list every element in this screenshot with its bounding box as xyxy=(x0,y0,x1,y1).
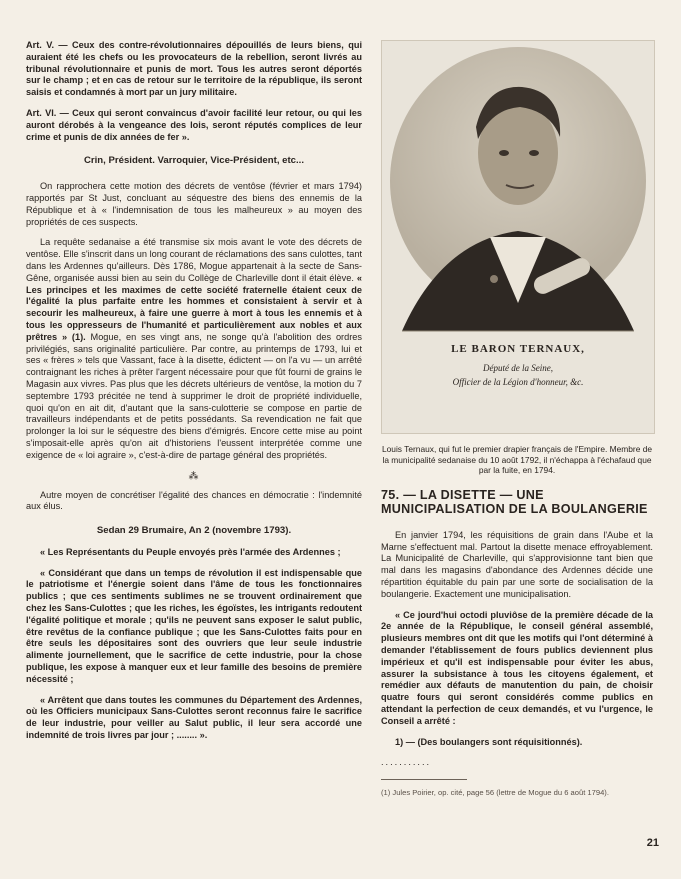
quote-considerant: « Considérant que dans un temps de révolution il est indispensable que le patriotisme et l'énergie soient dans l'âme de tous les fonctionnaires publics ; que ces sentiments sublimes ne se trouvent ordinairement que chez les Sans-Culottes ; que les riches, les égoïstes, les intrigants redoutent l'égalité politique et morale ; qu'ils ne peuvent sans exposer le salut public, être revêtus de la confiance publique ; que les Sans-Culottes faits pour en être seuls les dépositaires sont des ouvriers que leur seule industrie alimente journellement, que le sacrifice de cette industrie, pour la chose publique, les expose à manquer eux et leur famille des besoins de première nécessité ; xyxy=(26,567,362,684)
paragraph-indemnite: Autre moyen de concrétiser l'égalité des chances en démocratie : l'indemnité aux élus. xyxy=(26,489,362,512)
portrait-caption: Louis Ternaux, qui fut le premier drapier français de l'Empire. Membre de la municipalité sedanaise du 10 août 1792, il n'échappa à l'échafaud que par la fuite, en 1794. xyxy=(381,444,653,476)
page-number: 21 xyxy=(646,837,659,849)
quote-representants: « Les Représentants du Peuple envoyés près l'armée des Ardennes ; xyxy=(40,546,341,557)
paragraph-ventose: On rapprochera cette motion des décrets de ventôse (février et mars 1794) rapportés par St Just, concluant au séquestre des biens des ennemis de la République et à « l'indemnisation de tous les malheureux » au moyen des propriétés de ces suspects. xyxy=(26,181,362,227)
article-6: Art. VI. — Ceux qui seront convaincus d'avoir facilité leur retour, ou qui les auront dérobés à la vengeance des lois, seront réputés complices de leur crime et punis de dix années de fer ». xyxy=(26,107,362,142)
right-column xyxy=(381,40,653,807)
paragraph-requete-intro: La requête sedanaise a été transmise six mois avant le vote des décrets de ventôse. Elle s'inscrit dans un long courant de réclamations des sans culottes, tant dans les Ardennes qu'ailleurs. Dès 1786, Mogue appartenait à la secte de Sans-Gêne, organisée aussi bien au sein du Collège de Charleville dont il était élève. xyxy=(26,237,362,283)
section-heading: 75. — LA DISETTE — UNE MUNICIPALISATION DE LA BOULANGERIE xyxy=(381,487,648,516)
article-5: Art. V. — Ceux des contre-révolutionnaires dépouillés de leurs biens, qui auraient été les chefs ou les provocateurs de la rebellion, seront livrés au tribunal révolutionnaire et punis de mort. Tous les autres seront déportés sur le champ ; et en cas de retour sur le territoire de la république, ils seront saisis et condamnés à mort par un jury militaire. xyxy=(26,40,362,98)
portrait-inscription xyxy=(382,343,654,387)
ellipsis-dots: ........... xyxy=(381,757,432,768)
quote-arretent: « Arrêtent que dans toutes les communes du Département des Ardennes, où les Officiers municipaux Sans-Culottes seront reconnus faire le sacrifice de leur industrie, pour veiller au Salut public, il leur sera accordé une indemnité de trois livres par jour ; ........ ». xyxy=(26,694,362,741)
section-stars: ⁂ xyxy=(188,470,200,482)
portrait-title: LE BARON TERNAUX, xyxy=(451,343,585,355)
requisition-item: 1) — (Des boulangers sont réquisitionnés). xyxy=(395,736,583,747)
paragraph-requete-rest: Mogue, en ses vingt ans, ne songe qu'à l'abolition des ordres privilégiés, sans originalité particulière. Par contre, au printemps de 1793, lui et ses « frères » tels que Vassant, face à la disette, édictent — on l'a vu — un arrêté contraignant les riches à prêter l'argent nécessaire pour que fût fourni de grains le Magasin aux vivres. Pas plus que les décrets ultérieurs de ventôse, la motion du 7 septembre 1793 précitée ne tend à supprimer le droit de propriété individuelle, quoi qu'on en ait dit, d'autant que la sans-culotterie se compose en partie de travailleurs indépendants et de petits possédants. Sa revendication ne fait que prolonger la loi sur le séquestre des biens d'émigrés. Encore cette mise au point s'imposait-elle après qu'on ait d'historiens l'eussent interprétée comme une exigence de « loi agraire », c'est-à-dire de partage général des propriétés. xyxy=(26,331,362,460)
quote-conseil: « Ce jourd'hui octodi pluviôse de la première décade de la 2e année de la République, le conseil général assemblé, plusieurs membres ont dit que les motifs qui l'ont déterminé à demander l'établissement de fours publics deviennent plus impérieux et qu'il est indispensable pour éviter les abus, assurer la subsistance à tous les citoyens également, et remédier aux défauts de manutention du pain, de choisir quatre fours qui seront considérés comme publics en attendant la perfection de ceux demandés, et vu l'urgence, le Conseil a arrêté : xyxy=(381,609,653,726)
paragraph-disette: En janvier 1794, les réquisitions de grain dans l'Aube et la Marne s'effectuent mal. Partout la disette menace effroyablement. La Municipalité de Charleville, qui s'approvisionne tant bien que mal dans les magasins d'abondance des Ardennes décide une répartition équitable du pain par une sorte de socialisation de la boulangerie. Exactement une municipalisation. xyxy=(381,529,653,599)
footnote-rule xyxy=(381,779,467,780)
paragraph-requete-quote: « Les principes et les maximes de cette société fraternelle étaient ceux de l'égalité la plus parfaite entre les hommes et consistaient à servir et à secourir les malheureux, à faire une guerre à mort à tous les ennemis et à tous les oppresseurs de l'humanité et particulièrement aux nobles et aux prêtres » (1). xyxy=(26,272,362,342)
portrait-subtitle-2: Officier de la Légion d'honneur, &c. xyxy=(452,377,584,387)
paragraph-requete xyxy=(26,237,362,461)
portrait-engraving xyxy=(381,40,655,434)
footnote: (1) Jules Poirier, op. cité, page 56 (lettre de Mogue du 6 août 1794). xyxy=(381,788,609,798)
signature-line: Crin, Président. Varroquier, Vice-Président, etc... xyxy=(83,155,305,167)
left-column xyxy=(26,40,362,751)
portrait-subtitle-1: Député de la Seine, xyxy=(483,363,553,373)
date-heading: Sedan 29 Brumaire, An 2 (novembre 1793). xyxy=(96,525,292,537)
